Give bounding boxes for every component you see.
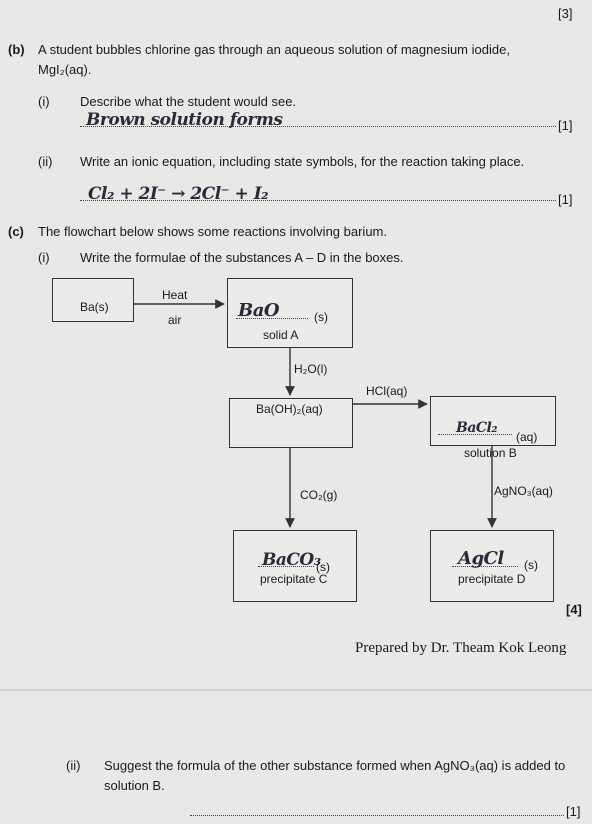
part-b-i-label: (i) bbox=[38, 94, 50, 109]
answer-b-i: Brown solution forms bbox=[86, 110, 283, 130]
precipitate-c-label: precipitate C bbox=[260, 572, 328, 586]
state-b: (aq) bbox=[516, 430, 538, 444]
part-c-ii-label: (ii) bbox=[66, 758, 81, 773]
part-c-i-label: (i) bbox=[38, 250, 50, 265]
hcl-label: HCl(aq) bbox=[366, 384, 408, 398]
prepared-by: Prepared by Dr. Theam Kok Leong bbox=[355, 640, 567, 656]
state-a: (s) bbox=[314, 310, 328, 324]
answer-b-ii: Cl₂ + 2I⁻ → 2Cl⁻ + I₂ bbox=[88, 184, 269, 204]
ba-label: Ba(s) bbox=[80, 300, 109, 314]
part-b-ii-label: (ii) bbox=[38, 154, 53, 169]
state-d: (s) bbox=[524, 558, 538, 572]
marks-b-i: [1] bbox=[558, 118, 573, 133]
answer-d: AgCl bbox=[458, 548, 504, 569]
marks-top: [3] bbox=[558, 6, 573, 21]
part-b-label: (b) bbox=[8, 42, 25, 57]
co2-label: CO₂(g) bbox=[300, 488, 338, 502]
solid-a-label: solid A bbox=[263, 328, 299, 342]
h2o-label: H₂O(l) bbox=[294, 362, 328, 376]
agno3-label: AgNO₃(aq) bbox=[494, 484, 553, 498]
answer-c: BaCO₃ bbox=[262, 550, 321, 570]
answer-b: BaCl₂ bbox=[456, 420, 497, 436]
heat-label: Heat bbox=[162, 288, 188, 302]
air-label: air bbox=[168, 313, 182, 327]
part-b-text-line2: MgI₂(aq). bbox=[38, 62, 92, 77]
solution-b-label: solution B bbox=[464, 446, 517, 460]
part-b-ii-text: Write an ionic equation, including state symbols, for the reaction taking place. bbox=[80, 154, 525, 169]
part-c-text: The flowchart below shows some reactions involving barium. bbox=[38, 224, 387, 239]
marks-c-i: [4] bbox=[566, 602, 582, 617]
answer-line-c-ii[interactable] bbox=[190, 815, 564, 816]
precipitate-d-label: precipitate D bbox=[458, 572, 526, 586]
marks-c-ii: [1] bbox=[566, 804, 581, 819]
marks-b-ii: [1] bbox=[558, 192, 573, 207]
part-b-i-text: Describe what the student would see. bbox=[80, 94, 297, 109]
part-c-ii-text-line2: solution B. bbox=[104, 778, 165, 793]
baoh2-label: Ba(OH)₂(aq) bbox=[256, 402, 323, 416]
part-c-ii-text-line1: Suggest the formula of the other substance formed when AgNO₃(aq) is added to bbox=[104, 758, 566, 773]
state-c: (s) bbox=[316, 560, 330, 574]
answer-a: BaO bbox=[238, 300, 280, 321]
part-c-label: (c) bbox=[8, 224, 24, 239]
part-b-text-line1: A student bubbles chlorine gas through an aqueous solution of magnesium iodide, bbox=[38, 42, 510, 57]
part-c-i-text: Write the formulae of the substances A – D in the boxes. bbox=[80, 250, 404, 265]
